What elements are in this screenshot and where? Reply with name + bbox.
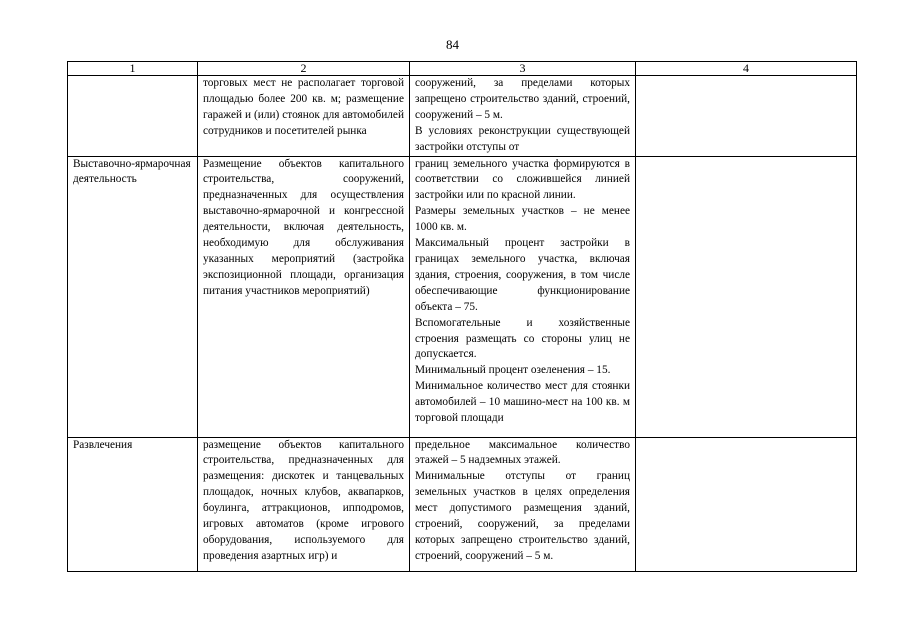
parameters-paragraph: сооружений, за пределами которых запрещено строительство зданий, строений, сооружений – 5 м.: [415, 77, 630, 121]
parameters-paragraph: границ земельного участка формируются в соответствии со сложившейся линией застройки или по красной линии.: [415, 157, 630, 202]
parameters-paragraph: Максимальный процент застройки в границах земельного участка, включая здания, строения, сооружения, в том числе обеспечивающие функционирование объекта – 75.: [415, 237, 630, 313]
notes-cell: [636, 156, 857, 437]
table-row: [68, 156, 857, 437]
notes-cell: [636, 76, 857, 157]
column-header-4: 4: [636, 62, 857, 76]
description-paragraph: Размещение объектов капитального строительства, сооружений, предназначенных для осуществления выставочно-ярмарочной и конгрессной деятельности, включая деятельность, необходимую для обслуживания указанных мероприятий (застройка экспозиционной площади, организация питания участников мероприятий): [203, 157, 404, 297]
table-row: [68, 76, 857, 157]
parameters-paragraph: В условиях реконструкции существующей застройки отступы от: [415, 124, 630, 153]
description-cell: [198, 437, 410, 571]
parameters-paragraph: Минимальные отступы от границ земельных участков в целях определения мест допустимого размещения зданий, строений, сооружений, за пределами которых запрещено строительство зданий, строений, сооружений – 5 м.: [415, 470, 630, 562]
parameters-cell: [410, 437, 636, 571]
description-cell: [198, 156, 410, 437]
parameters-paragraph: Минимальное количество мест для стоянки автомобилей – 10 машино-мест на 100 кв. м торговой площади: [415, 380, 630, 425]
table-row: [68, 437, 857, 571]
description-paragraph: размещение объектов капитального строительства, предназначенных для размещения: дискотек и танцевальных площадок, ночных клубов, аквапарков, боулинга, аттракционов, ипподромов, игровых автоматов (кроме игрового оборудования, используемого для проведения азартных игр) и: [203, 438, 404, 562]
table-header-row: [68, 62, 857, 76]
notes-cell: [636, 437, 857, 571]
activity-type-cell: [68, 76, 198, 157]
column-header-2: 2: [198, 62, 410, 76]
parameters-cell: [410, 156, 636, 437]
parameters-cell: [410, 76, 636, 157]
column-header-3: 3: [410, 62, 636, 76]
regulations-table: [67, 61, 857, 572]
page-number: 84: [446, 37, 459, 52]
parameters-paragraph: Минимальный процент озеленения – 15.: [415, 364, 611, 377]
parameters-paragraph: предельное максимальное количество этажей – 5 надземных этажей.: [415, 438, 630, 467]
column-header-1: 1: [68, 62, 198, 76]
description-cell: [198, 76, 410, 157]
activity-type-cell: Выставочно-ярмарочная деятельность: [68, 156, 198, 437]
activity-type-cell: Развлечения: [68, 437, 198, 571]
parameters-paragraph: Вспомогательные и хозяйственные строения размещать со стороны улиц не допускается.: [415, 316, 630, 361]
description-paragraph: торговых мест не располагает торговой площадью более 200 кв. м; размещение гаражей и (или) стоянок для автомобилей сотрудников и посетителей рынка: [203, 77, 404, 137]
parameters-paragraph: Размеры земельных участков – не менее 1000 кв. м.: [415, 205, 630, 234]
